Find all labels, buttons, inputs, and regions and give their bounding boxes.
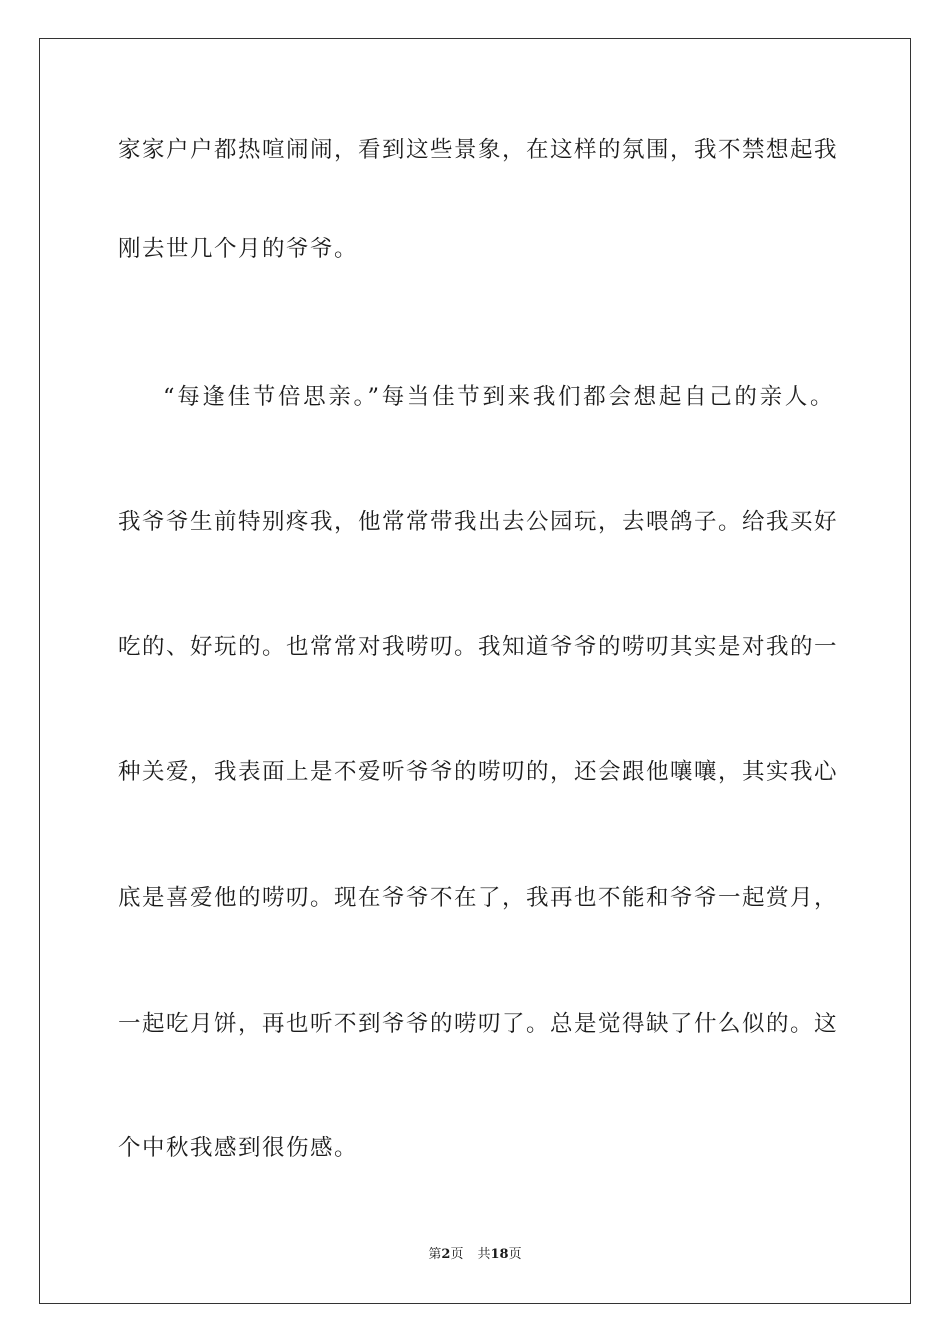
body-line-2: 刚去世几个月的爷爷。: [118, 236, 359, 262]
page-border: [39, 38, 911, 1304]
body-line-6: 种关爱，我表面上是不爱听爷爷的唠叨的，还会跟他嚷嚷，其实我心: [118, 759, 839, 785]
total-pages: 18: [490, 1247, 509, 1262]
total-suffix: 页: [508, 1247, 522, 1262]
body-line-1: 家家户户都热喧闹闹，看到这些景象，在这样的氛围，我不禁想起我: [118, 137, 839, 163]
page-suffix: 页: [450, 1247, 464, 1262]
total-prefix: 共: [477, 1247, 491, 1262]
body-line-9: 个中秋我感到很伤感。: [118, 1135, 359, 1161]
page-number: 2: [441, 1247, 451, 1262]
body-line-7: 底是喜爱他的唠叨。现在爷爷不在了，我再也不能和爷爷一起赏月，: [118, 885, 839, 911]
page-prefix: 第: [428, 1247, 442, 1262]
body-line-3: “每逢佳节倍思亲。”每当佳节到来我们都会想起自己的亲人。: [163, 384, 834, 410]
body-line-5: 吃的、好玩的。也常常对我唠叨。我知道爷爷的唠叨其实是对我的一: [118, 634, 839, 660]
body-line-8: 一起吃月饼，再也听不到爷爷的唠叨了。总是觉得缺了什么似的。这: [118, 1011, 839, 1037]
page-footer: [0, 1245, 950, 1265]
body-line-4: 我爷爷生前特别疼我，他常常带我出去公园玩，去喂鸽子。给我买好: [118, 509, 839, 535]
